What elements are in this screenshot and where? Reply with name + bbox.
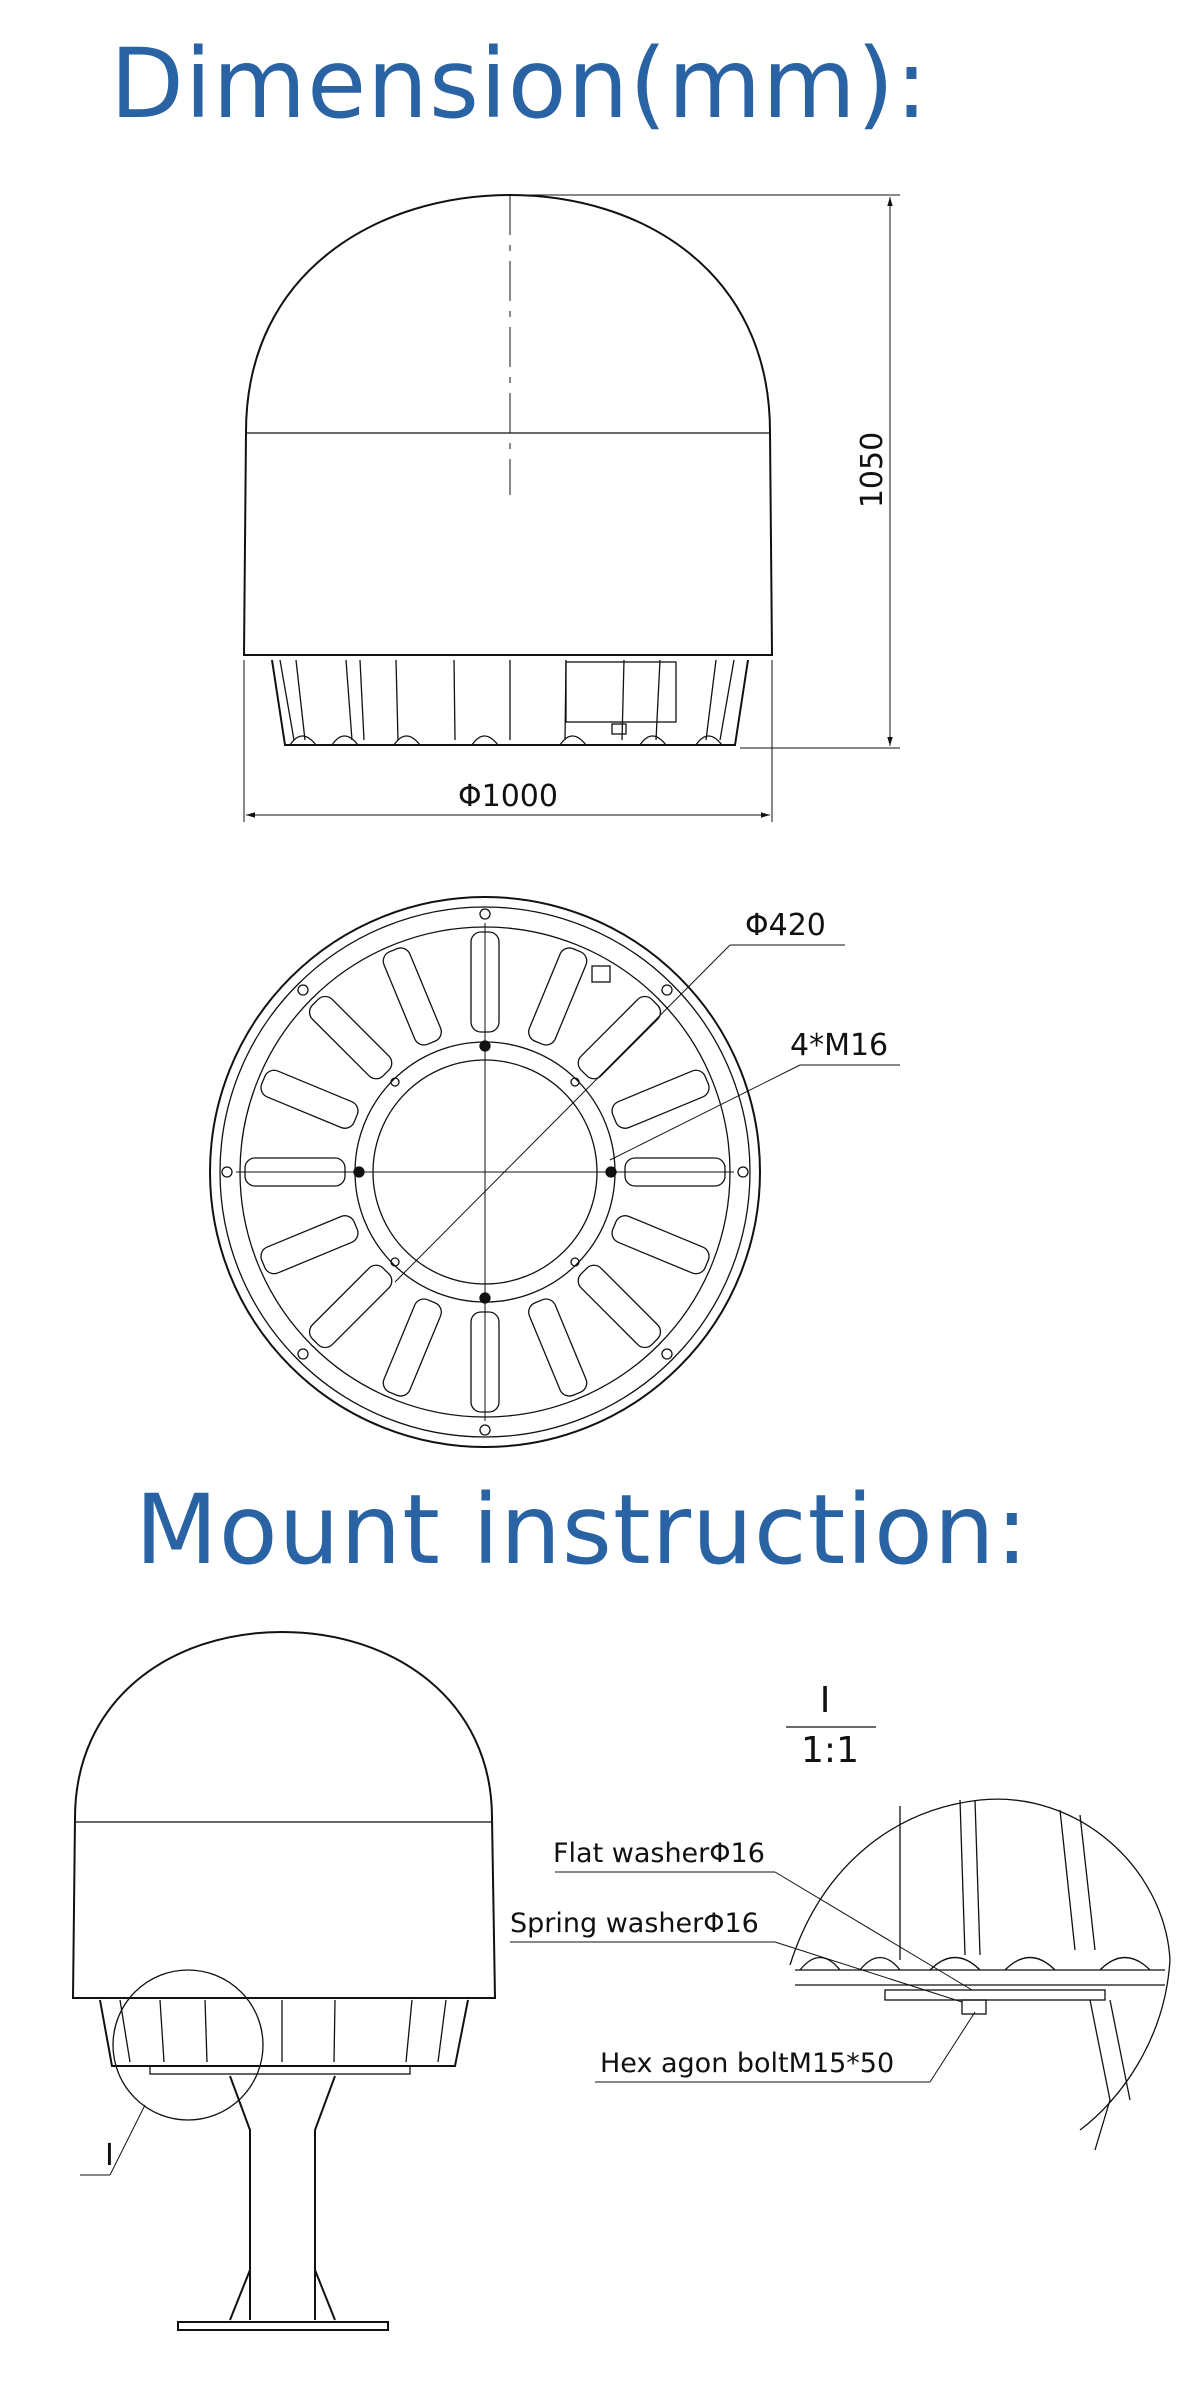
bolt-label: 4*M16 bbox=[790, 1028, 889, 1063]
mount-view bbox=[73, 1632, 495, 2330]
side-view bbox=[244, 195, 900, 822]
hex-bolt-label: Hex agon boltM15*50 bbox=[600, 2048, 895, 2079]
diameter-label: Φ1000 bbox=[458, 779, 558, 814]
mount-heading: Mount instruction: bbox=[135, 1474, 1029, 1586]
spring-washer-label: Spring washerΦ16 bbox=[510, 1908, 759, 1939]
detail-id-label: I bbox=[105, 2138, 114, 2173]
height-label: 1050 bbox=[855, 431, 890, 509]
inner-diameter-label: Φ420 bbox=[745, 908, 826, 943]
scale-bottom-label: 1:1 bbox=[801, 1730, 859, 1771]
bottom-view bbox=[210, 897, 900, 1447]
dimension-heading: Dimension(mm): bbox=[110, 28, 929, 140]
flat-washer-label: Flat washerΦ16 bbox=[553, 1838, 765, 1869]
scale-top-label: I bbox=[819, 1680, 831, 1721]
